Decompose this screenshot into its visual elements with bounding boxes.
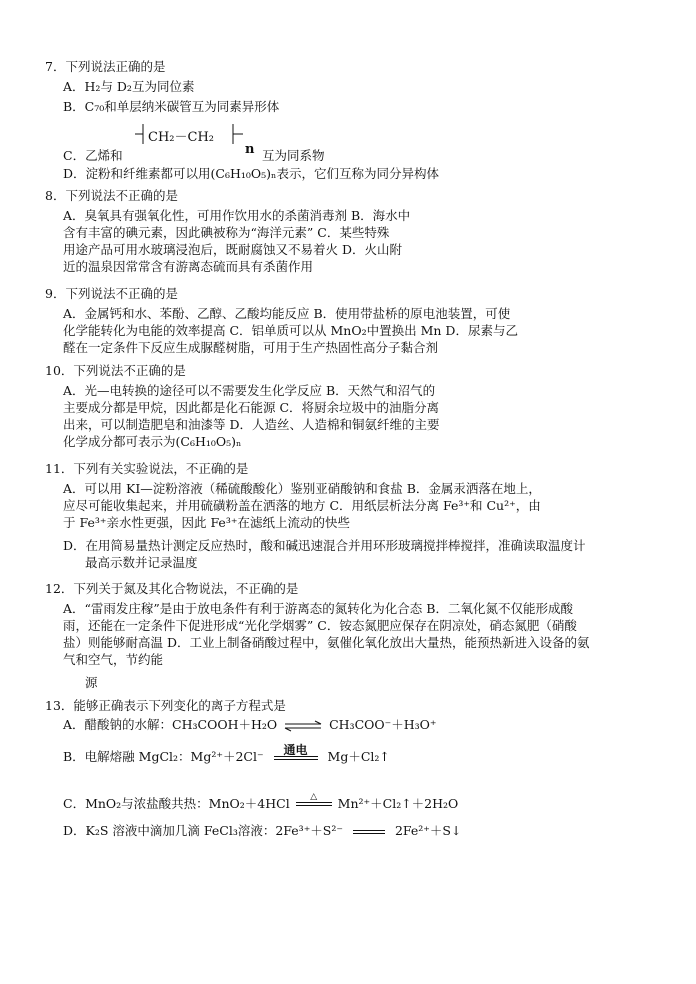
question-12 [45,580,665,691]
question-10-line: 主要成分都是甲烷，因此都是化石能源 C．将厨余垃圾中的油脂分离 [63,400,440,415]
question-9 [45,285,665,356]
question-10-line: A．光—电转换的途径可以不需要发生化学反应 B．天然气和沼气的 [63,383,436,398]
question-13-option-d [63,822,461,839]
condition-label: 通电 [283,742,308,757]
question-8-title: 8．下列说法不正确的是 [45,188,178,203]
polyethylene-formula: CH₂－CH₂ [148,130,214,145]
question-7-option-a: A．H₂与 D₂互为同位素 [63,79,195,94]
question-11-title: 11．下列有关实验说法，不正确的是 [45,461,249,476]
question-13-option-b [63,742,390,766]
equals-sign-icon [353,830,385,834]
question-12-line: A．“雷雨发庄稼”是由于放电条件有利于游离态的氮转化为化合态 B．二氧化氮不仅能形成酸 [63,601,573,616]
question-13-d-right: 2Fe²⁺＋S↓ [394,823,462,838]
question-12-line: 雨，还能在一定条件下促进形成“光化学烟雾” C．铵态氮肥应保存在阴凉处，硝态氮肥（硝酸 [63,618,577,633]
question-8-line: 近的温泉因常常含有游离态硫而具有杀菌作用 [63,259,314,274]
question-11-d-line: D．在用简易量热计测定反应热时，酸和碱迅速混合并用环形玻璃搅拌棒搅拌，准确读取温度计 [63,538,586,553]
question-13-c-right: Mn²⁺＋Cl₂↑＋2H₂O [337,796,459,811]
question-13-a-left: A．醋酸钠的水解：CH₃COOH＋H₂O [63,717,278,732]
reversible-arrow-icon [281,720,325,732]
question-7 [45,58,665,115]
question-10-line: 化学成分都可表示为(C₆H₁₀O₅)ₙ [63,434,242,449]
question-13-d-left: D．K₂S 溶液中滴加几滴 FeCl₃溶液：2Fe³⁺＋S²⁻ [63,823,343,838]
question-11-option-d [63,537,665,571]
question-13-b-left: B．电解熔融 MgCl₂：Mg²⁺＋2Cl⁻ [63,749,264,764]
question-11-line: 应尽可能收集起来，并用硫磺粉盖在洒落的地方 C．用纸层析法分离 Fe³⁺和 Cu²⁺，由 [63,498,541,513]
question-10 [45,362,665,450]
question-11-options [63,480,665,531]
question-13-option-c [63,792,459,812]
question-7-option-c-prefix: C．乙烯和 [63,148,123,163]
question-11-line: 于 Fe³⁺亲水性更强，因此 Fe³⁺在滤纸上流动的快些 [63,515,350,530]
question-9-line: 化学能转化为电能的效率提高 C．铝单质可以从 MnO₂中置换出 Mn D．尿素与乙 [63,323,518,338]
question-7-d-wrap [45,165,665,182]
question-7-title: 7．下列说法正确的是 [45,59,166,74]
question-8-line: 含有丰富的碘元素，因此碘被称为“海洋元素” C．某些特殊 [63,225,390,240]
question-12-line-tail: 源 [85,675,98,690]
electrolysis-condition [274,744,318,760]
question-13-a-right: CH₃COO⁻＋H₃O⁺ [329,717,437,732]
question-10-options [63,382,665,450]
question-13-title: 13．能够正确表示下列变化的离子方程式是 [45,698,286,713]
question-13-option-a [63,716,437,733]
question-9-line: 醛在一定条件下反应生成脲醛树脂，可用于生产热固性高分子黏合剂 [63,340,439,355]
question-11-line: A．可以用 KI—淀粉溶液（稀硫酸酸化）鉴别亚硝酸钠和食盐 B．金属汞洒落在地上， [63,481,541,496]
question-10-line: 出来，可以制造肥皂和油漆等 D．人造丝、人造棉和铜氨纤维的主要 [63,417,440,432]
equals-condition [353,830,385,834]
question-9-line: A．金属钙和水、苯酚、乙醇、乙酸均能反应 B．使用带盐桥的原电池装置，可使 [63,306,511,321]
question-12-title: 12．下列关于氮及其化合物说法，不正确的是 [45,581,299,596]
question-7-option-d: D．淀粉和纤维素都可以用(C₆H₁₀O₅)ₙ表示，它们互称为同分异构体 [63,166,439,181]
question-12-options [63,600,665,691]
equals-sign-icon [296,802,332,806]
question-12-line: 气和空气，节约能 [63,652,164,667]
question-11-d-line: 最高示数并记录温度 [85,555,198,570]
polymer-degree-n: n [245,142,255,157]
heat-triangle-icon: △ [310,792,318,802]
question-8-line: A．臭氧具有强氧化性，可用作饮用水的杀菌消毒剂 B．海水中 [63,208,411,223]
question-8-options [63,207,665,275]
question-13-c-left: C．MnO₂与浓盐酸共热：MnO₂＋4HCl [63,796,290,811]
question-9-options [63,305,665,356]
question-7-option-b: B．C₇₀和单层纳米碳管互为同素异形体 [63,99,280,114]
question-13 [45,697,665,714]
question-11 [45,460,665,571]
heating-condition [296,793,332,806]
question-7-option-c-suffix: 互为同系物 [262,148,325,163]
question-13-b-right: Mg＋Cl₂↑ [327,749,390,764]
question-9-title: 9．下列说法不正确的是 [45,286,178,301]
question-8 [45,187,665,275]
question-10-title: 10．下列说法不正确的是 [45,363,186,378]
question-8-line: 用途产品可用水玻璃浸泡后，既耐腐蚀又不易着火 D．火山附 [63,242,402,257]
question-12-line: 盐）则能够耐高温 D．工业上制备硝酸过程中，氨催化氧化放出大量热，能预热新进入设备的氨 [63,635,590,650]
